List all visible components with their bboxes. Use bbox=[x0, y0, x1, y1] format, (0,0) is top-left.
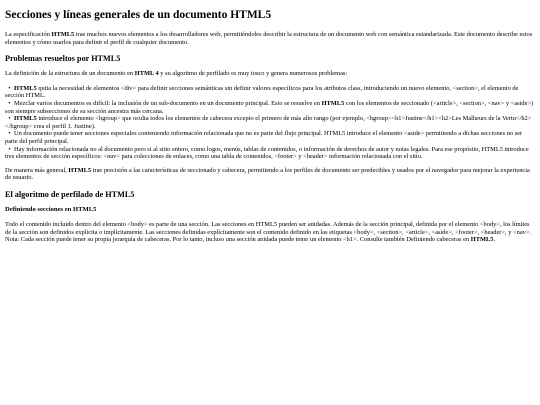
list-item-text-a: Hay información relacionada no al documento pero si al sitio entero, como logos, menús, tablas de contenidos, o información de derechos de autor y notas legales. Para ese propósito, HTML5 introduce tres elementos de sección específicos: <nav> para colecciones de enlaces, como una tabla de contenidos, <footer> y <header> información relacionada con el sitio. bbox=[5, 145, 529, 161]
closing-html5-strong: HTML5 bbox=[68, 166, 92, 174]
section-heading-algorithm: El algoritmo de perfilado de HTML5 bbox=[5, 189, 135, 199]
bullet-icon: • bbox=[8, 130, 11, 138]
list-item bbox=[5, 85, 535, 100]
list-item-text-c: introduce el elemento <hgroup> que oculta todos los elementos de cabecera excepto el primero de más alto rango (por ejemplo, <hgroup><h1>Justine</h1><h2>Les Malheurs de la Vertu</h2></hgroup> crea el perfil 1. Justine). bbox=[5, 115, 532, 130]
intro-text-a: La especificación bbox=[5, 31, 52, 38]
intro-text-c: trae muchos nuevos elementos a los desarrolladores web, permitiéndoles describir la estructura de un documento web con semántica estandarizada. Este documento describe estos elementos y cómo usarlos para definir el perfil de cualquier documento. bbox=[5, 31, 533, 46]
defining-sections-paragraph bbox=[5, 221, 535, 244]
list-item bbox=[5, 146, 535, 161]
section-heading-problems: Problemas resueltos por HTML5 bbox=[5, 54, 121, 64]
list-item-text-a: Mezclar varios documentos es difícil: la inclusión de un sub-documento en un documento principal. Esto se resuelve en bbox=[14, 99, 322, 107]
bullet-icon: • bbox=[8, 145, 11, 153]
list-item bbox=[5, 130, 535, 145]
body-text-a: Todo el contenido incluido dentro del elemento <body> es parte de una sección. Las secciones en HTML5 pueden ser anidadas. Además de la sección principal, definida por el elemento <body>, los límites de la sección son definidos explícita o implícitamente. Las secciones definidas explícitamente son el contenido definido en las etiquetas <body>, <section>, <article>, <aside>, <footer>, <header>, y <nav>. Nota: Cada sección puede tener su propia jerarquía de cabeceras. Por lo tanto, incluso una sección anidada puede tener un elemento <h1>. Consulte también Definiendo cabeceras en bbox=[5, 220, 532, 244]
list-item-text-a: Un documento puede tener secciones especiales conteniendo información relacionada que no es parte del flujo principal. HTML5 introduce el elemento <aside> permitiendo a dichas secciones no ser parte del perfil principal. bbox=[5, 130, 523, 145]
list-item bbox=[5, 115, 535, 130]
lead-text-a: La definición de la estructura de un documento en bbox=[5, 70, 135, 78]
problems-closing-paragraph bbox=[5, 167, 535, 182]
bullet-icon: • bbox=[8, 84, 11, 92]
body-text-c: . bbox=[493, 236, 496, 244]
problems-lead-paragraph bbox=[5, 70, 535, 78]
list-item-strong: HTML5 bbox=[321, 99, 345, 107]
closing-text-c: trae precisión a las características de seccionado y cabecera, permitiendo a los perfiles de documento ser predecibles y usados por el navegador para mejorar la experiencia de usuario. bbox=[5, 166, 530, 182]
lead-text-c: y su algoritmo de perfilado es muy tosco y genera numerosos problemas: bbox=[158, 70, 348, 78]
bullet-icon: • bbox=[8, 99, 11, 107]
page-title: Secciones y líneas generales de un documento HTML5 bbox=[5, 9, 272, 21]
list-item bbox=[5, 100, 535, 115]
subsection-heading-defining-sections: Definiendo secciones en HTML5 bbox=[5, 205, 97, 213]
lead-html4-strong: HTML 4 bbox=[134, 70, 159, 78]
body-html5-strong: HTML5 bbox=[470, 236, 494, 244]
list-item-strong: HTML5 bbox=[14, 84, 37, 92]
list-item-strong: HTML5 bbox=[14, 115, 37, 123]
closing-text-a: De manera más general, bbox=[5, 166, 69, 174]
bullet-icon: • bbox=[8, 115, 11, 123]
intro-html5-strong: HTML5 bbox=[51, 31, 75, 38]
intro-paragraph bbox=[5, 31, 535, 46]
problems-list bbox=[5, 85, 535, 161]
list-item-text-c: con los elementos de seccionado (<article>, <section>, <nav> y <aside>) son siempre subsecciones de su sección ancestra más cercana. bbox=[5, 99, 534, 115]
list-item-text-c: quita la necesidad de elementos <div> para definir secciones semánticas sin definir valores específicos para los atributos class, introduciendo un nuevo elemento, <section>, el elemento de sección HTML. bbox=[5, 84, 519, 100]
